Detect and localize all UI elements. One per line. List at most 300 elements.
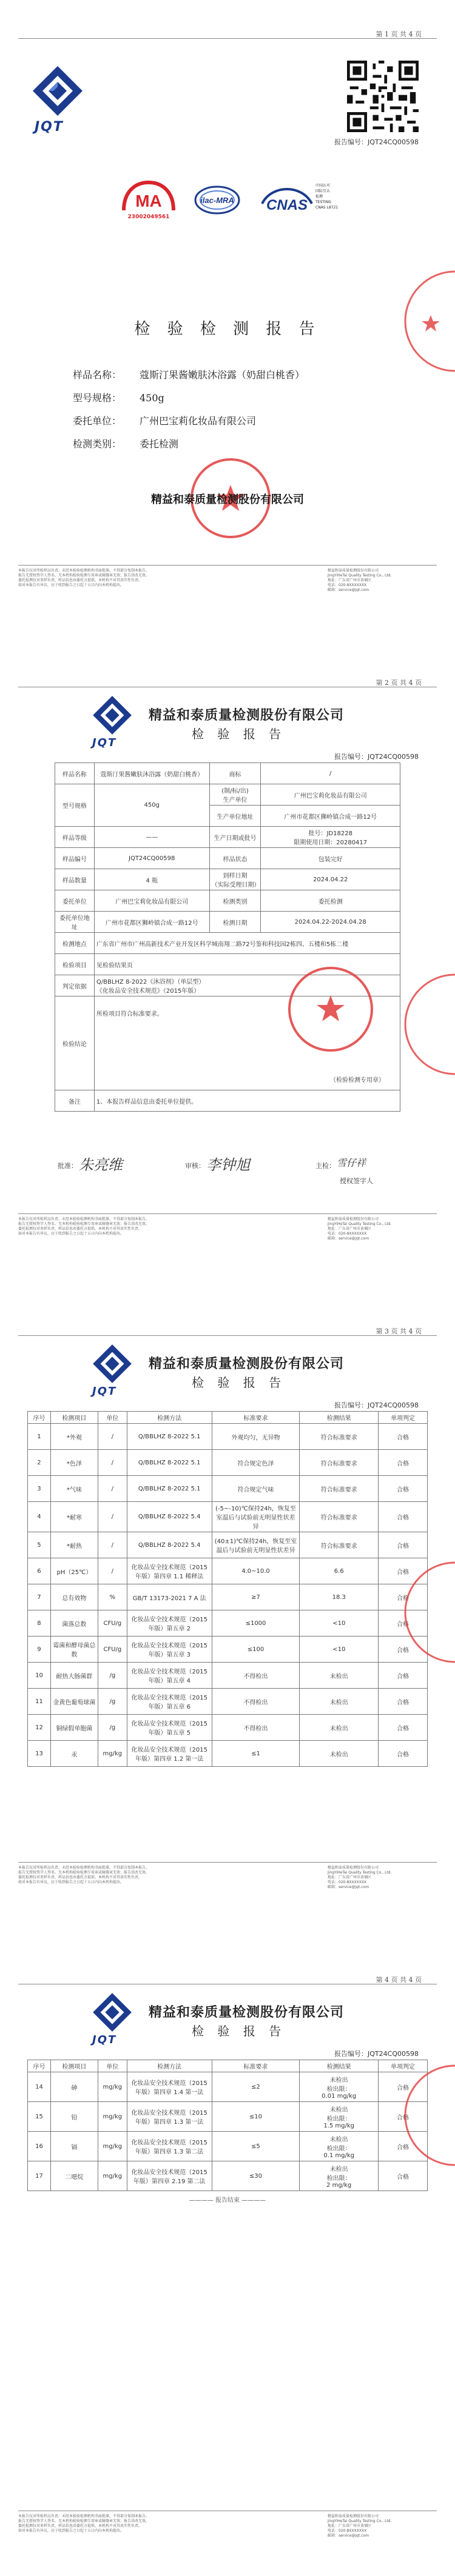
table-cell: *色泽 <box>50 1450 98 1476</box>
table-cell: ≤1000 <box>212 1610 300 1637</box>
table-cell: ≤5 <box>212 2132 300 2161</box>
report-page-1 <box>0 0 455 630</box>
table-cell: 化妆品安全技术规范（2015年版）第五章 2 <box>127 1610 212 1637</box>
info-row-model <box>73 387 305 410</box>
jqt-logo-icon <box>85 1343 140 1385</box>
table-cell: Q/BBLHZ 8-2022 5.4 <box>127 1502 212 1532</box>
cell-label: 生产单位地址 <box>209 806 261 827</box>
table-cell: 合格 <box>379 1689 428 1715</box>
expiry-line: 限期使用日期：20280417 <box>294 839 368 846</box>
cma-letters: MA <box>135 192 162 210</box>
footer-note: 报告无授权签字人签名、无本机构检验检测专用章或骑缝章无效；报告涂改无效。 <box>18 1222 150 1226</box>
footer-note: 本报告仅对所检样品负责，未经本检验检测机构书面批准，不得部分复制本报告。 <box>18 1217 150 1221</box>
info-value: 广州巴宝莉化妆品有限公司 <box>140 415 257 427</box>
table-cell: 11 <box>28 1689 51 1715</box>
table-cell: *外观 <box>50 1424 98 1450</box>
cnas-mark <box>260 182 339 218</box>
page-number: 第 4 页 共 4 页 <box>376 1976 422 1984</box>
table-cell: 符合标准要求 <box>300 1532 379 1558</box>
table-row <box>28 2161 428 2191</box>
column-header: 单项判定 <box>379 2060 428 2072</box>
cell-value: 广州巴宝莉化妆品有限公司 <box>261 784 400 806</box>
table-cell: mg/kg <box>98 2102 127 2132</box>
info-label: 型号规格： <box>73 392 122 404</box>
cell-value: 广州巴宝莉化妆品有限公司 <box>94 890 209 912</box>
page-seal-icon <box>394 2055 455 2176</box>
table-cell: 符合标准要求 <box>300 1502 379 1532</box>
footer-contact-line: 精益和泰质量检测股份有限公司 <box>328 1866 379 1870</box>
page-title: 检 验 检 测 报 告 <box>134 320 321 338</box>
cover-info <box>73 364 305 456</box>
footer-contact-line: 电话：020-8XXXXXXX <box>328 583 367 587</box>
table-cell: 2 <box>28 1450 51 1476</box>
cell-label: 检验结论 <box>55 996 95 1090</box>
footer-note: 本报告仅对所检样品负责，未经本检验检测机构书面批准，不得部分复制本报告。 <box>18 2514 150 2518</box>
footer-contact-line: 邮箱：service@jqt.com <box>328 1885 369 1889</box>
footer-note: 如对本报告有异议，应于收到报告之日起十五日内向本机构提出。 <box>18 1232 124 1236</box>
page-number: 第 3 页 共 4 页 <box>376 1327 422 1335</box>
table-cell: 合格 <box>379 1558 428 1584</box>
jqt-logo-text: JQT <box>92 736 117 749</box>
cell-label: 型号规格 <box>55 784 95 827</box>
cell-value: 2024.04.22 <box>261 869 400 890</box>
cell-value: —— <box>94 827 209 848</box>
cell-label: 检验项目 <box>55 954 95 975</box>
date-label-line: 到样日期 <box>223 873 248 879</box>
cnas-caption-line: TESTING <box>315 200 331 204</box>
footer-contact-line: JingYiHeTai Quality Testing Co., Ltd. <box>328 1870 392 1875</box>
footer-note: 委托检测仅对来样负责，样品信息由委托方提供，本机构不对其真实性负责。 <box>18 2524 143 2528</box>
table-row <box>28 1476 428 1502</box>
cell-label: 样品数量 <box>55 869 95 890</box>
report-title: 检 验 报 告 <box>192 1375 286 1390</box>
cell-value: 广州市花都区狮岭镇合成一路12号 <box>94 912 209 933</box>
table-cell: 未检出 <box>300 1663 379 1689</box>
cell-label: 判定依据 <box>55 975 95 996</box>
table-cell: ≤30 <box>212 2161 300 2191</box>
table-cell: 化妆品安全技术规范（2015年版）第四章 1.1 稀释法 <box>127 1558 212 1584</box>
jqt-logo-icon <box>85 1991 140 2034</box>
table-cell: 未检出 检出限： 2 mg/kg <box>300 2161 379 2191</box>
footer-note: 如对本报告有异议，应于收到报告之日起十五日内向本机构提出。 <box>18 2529 124 2533</box>
cell-label: 样品编号 <box>55 848 95 869</box>
table-cell: 9 <box>28 1637 51 1663</box>
table-cell: 4.0~10.0 <box>212 1558 300 1584</box>
cell-value: 450g <box>94 784 209 827</box>
table-cell: Q/BBLHZ 8-2022 5.4 <box>127 1532 212 1558</box>
footer-contact-line: 邮箱：service@jqt.com <box>328 1236 369 1241</box>
table-cell: mg/kg <box>98 2132 127 2161</box>
table-cell: 符合标准要求 <box>300 1424 379 1450</box>
page-seal-icon <box>394 1552 455 1673</box>
column-header: 标准要求 <box>212 1412 300 1424</box>
table-cell: 合格 <box>379 1584 428 1610</box>
table-cell: 耐热大肠菌群 <box>50 1663 98 1689</box>
table-cell: 铅 <box>50 2102 98 2132</box>
batch-line: 批号：JD18228 <box>308 830 352 837</box>
inspection-seal-icon <box>285 964 376 1055</box>
jqt-logo <box>85 1991 140 2046</box>
cell-value: 广东省广州市广州高新技术产业开发区科学城南翔二路72号鉴和科技园2栋四、五楼和5栋二楼 <box>94 933 400 954</box>
company-name: 精益和泰质量检测股份有限公司 <box>149 707 345 723</box>
table-row <box>55 827 400 848</box>
column-header: 检测结果 <box>300 2060 379 2072</box>
table-cell: 化妆品安全技术规范（2015年版）第五章 4 <box>127 1663 212 1689</box>
jqt-logo-icon <box>85 694 140 736</box>
footer-contact <box>328 2514 437 2538</box>
table-cell: 1 <box>28 1424 51 1450</box>
page-number: 第 2 页 共 4 页 <box>376 679 422 687</box>
table-cell: 未检出 <box>300 1741 379 1767</box>
cell-value: 4 瓶 <box>94 869 209 890</box>
main-tester-signature: 雪仔祥 <box>337 1157 366 1169</box>
cell-label: 检测日期 <box>209 912 261 933</box>
table-cell: 15 <box>28 2102 51 2132</box>
basis-line: 《化妆品安全技术规范》（2015年版） <box>96 988 200 995</box>
table-cell: 未检出 <box>300 1689 379 1715</box>
footer-note: 如对本报告有异议，应于收到报告之日起十五日内向本机构提出。 <box>18 1880 124 1884</box>
table-cell: 12 <box>28 1715 51 1741</box>
table-cell: GB/T 13173-2021 7 A 法 <box>127 1584 212 1610</box>
jqt-logo-text: JQT <box>92 1385 117 1398</box>
report-number: 报告编号：JQT24CQ00598 <box>334 1401 419 1409</box>
table-cell: /g <box>98 1689 127 1715</box>
table-cell: 化妆品安全技术规范（2015年版）第四章 2.19 第二法 <box>127 2161 212 2191</box>
cell-value <box>261 827 400 848</box>
table-cell: 合格 <box>379 1663 428 1689</box>
table-row <box>55 890 400 912</box>
table-cell: /g <box>98 1663 127 1689</box>
table-cell: 化妆品安全技术规范（2015年版）第四章 1.3 第二法 <box>127 2132 212 2161</box>
table-cell: / <box>98 1450 127 1476</box>
table-row <box>28 1584 428 1610</box>
report-title: 检 验 报 告 <box>192 727 286 741</box>
cell-value: 委托检测 <box>261 890 400 912</box>
info-value: 委托检测 <box>140 438 179 450</box>
cell-label: 备注 <box>55 1090 95 1112</box>
cma-number: 23002049561 <box>127 214 170 220</box>
column-header: 序号 <box>28 2060 51 2072</box>
table-cell: ≤1 <box>212 1741 300 1767</box>
table-cell: 16 <box>28 2132 51 2161</box>
table-cell: 合格 <box>379 1424 428 1450</box>
table-row <box>28 1715 428 1741</box>
table-row <box>28 2102 428 2132</box>
table-cell: 13 <box>28 1741 51 1767</box>
cell-value: JQT24CQ00598 <box>94 848 209 869</box>
table-row <box>55 784 400 806</box>
report-number: 报告编号：JQT24CQ00598 <box>334 2050 419 2058</box>
table-row <box>55 1090 400 1112</box>
table-cell: 化妆品安全技术规范（2015年版）第四章 1.3 第一法 <box>127 2102 212 2132</box>
table-cell: *耐热 <box>50 1532 98 1558</box>
footer-contact-line: 电话：020-8XXXXXXX <box>328 1880 367 1884</box>
results-table-1 <box>27 1411 428 1767</box>
footer-contact-line: 地址：广东省广州市黄埔区 <box>328 2524 372 2528</box>
ilac-logo-icon <box>193 182 241 218</box>
table-cell: ≤100 <box>212 1637 300 1663</box>
info-label: 样品名称： <box>73 369 122 381</box>
table-cell: 化妆品安全技术规范（2015年版）第五章 6 <box>127 1689 212 1715</box>
table-cell: 外观均匀，无异物 <box>212 1424 300 1450</box>
cell-value: 包装完好 <box>261 848 400 869</box>
cnas-caption-line: 国际互认 <box>315 189 331 193</box>
cell-value: 广州市花都区狮岭镇合成一路12号 <box>261 806 400 827</box>
table-cell: 化妆品安全技术规范（2015年版）第四章 1.2 第一法 <box>127 1741 212 1767</box>
table-cell: / <box>98 1558 127 1584</box>
cell-label: 委托单位地址 <box>55 912 95 933</box>
table-cell: ≥7 <box>212 1584 300 1610</box>
cnas-letters: CNAS <box>266 197 308 213</box>
table-cell: 汞 <box>50 1741 98 1767</box>
report-number: 报告编号：JQT24CQ00598 <box>334 138 419 146</box>
info-label: 检测类别： <box>73 438 122 450</box>
footer-contact-line: 精益和泰质量检测股份有限公司 <box>328 1217 379 1221</box>
footer-note: 报告无授权签字人签名、无本机构检验检测专用章或骑缝章无效；报告涂改无效。 <box>18 2519 150 2523</box>
footer-contact <box>328 1217 437 1241</box>
table-row <box>28 1532 428 1558</box>
footer-note: 报告无授权签字人签名、无本机构检验检测专用章或骑缝章无效；报告涂改无效。 <box>18 573 150 578</box>
table-cell: 不得检出 <box>212 1689 300 1715</box>
table-cell: 合格 <box>379 1450 428 1476</box>
jqt-logo-text: JQT <box>92 2034 117 2046</box>
table-cell: 4 <box>28 1502 51 1532</box>
company-name: 精益和泰质量检测股份有限公司 <box>149 2004 345 2020</box>
table-cell: *气味 <box>50 1476 98 1502</box>
table-cell: mg/kg <box>98 2072 127 2102</box>
table-cell: 不得检出 <box>212 1715 300 1741</box>
table-row <box>55 933 400 954</box>
table-cell: 霉菌和酵母菌总数 <box>50 1637 98 1663</box>
cnas-caption-line: CNAS L8721 <box>315 205 339 210</box>
table-cell: 14 <box>28 2072 51 2102</box>
table-cell: / <box>98 1476 127 1502</box>
footer-divider <box>18 565 437 566</box>
footer-contact-line: JingYiHeTai Quality Testing Co., Ltd. <box>328 573 392 578</box>
footer-contact-line: 地址：广东省广州市黄埔区 <box>328 1875 372 1880</box>
table-cell: 7 <box>28 1584 51 1610</box>
column-header: 检测结果 <box>300 1412 379 1424</box>
ilac-text: ilac-MRA <box>200 196 234 205</box>
cell-label: 样品名称 <box>55 763 95 784</box>
footer-divider <box>18 1213 437 1214</box>
table-cell: 6 <box>28 1558 51 1584</box>
table-cell: 合格 <box>379 1741 428 1767</box>
column-header: 标准要求 <box>212 2060 300 2072</box>
info-row-sample <box>73 364 305 387</box>
page-seal-icon <box>394 261 455 382</box>
table-row <box>28 1741 428 1767</box>
report-title: 检 验 报 告 <box>192 2024 286 2038</box>
cell-value: 蔻斯汀果酱嫩肤沐浴露（奶甜白桃香） <box>94 763 209 784</box>
jqt-logo <box>24 64 91 135</box>
jqt-logo <box>85 694 140 749</box>
cell-label: 检测类别 <box>209 890 261 912</box>
issuer-name: 精益和泰质量检测股份有限公司 <box>151 493 304 506</box>
table-header-row <box>28 1412 428 1424</box>
cell-value: / <box>261 763 400 784</box>
footer-note: 委托检测仅对来样负责，样品信息由委托方提供，本机构不对其真实性负责。 <box>18 1227 143 1231</box>
page-seal-icon <box>394 964 455 1085</box>
qr-code-icon <box>347 61 419 132</box>
cnas-logo-icon <box>260 182 314 216</box>
footer-contact-line: JingYiHeTai Quality Testing Co., Ltd. <box>328 2519 392 2523</box>
footer-note: 本报告仅对所检样品负责，未经本检验检测机构书面批准，不得部分复制本报告。 <box>18 569 150 573</box>
table-cell: CFU/g <box>98 1637 127 1663</box>
footer-contact-line: 地址：广东省广州市黄埔区 <box>328 1227 372 1231</box>
table-cell: 未检出 检出限： 0.1 mg/kg <box>300 2132 379 2161</box>
table-row <box>55 763 400 784</box>
info-label: 委托单位： <box>73 415 122 427</box>
table-cell: 化妆品安全技术规范（2015年版）第五章 3 <box>127 1637 212 1663</box>
approver-signature: 朱亮维 <box>79 1156 123 1173</box>
table-row <box>55 869 400 890</box>
date-label-line: （实际受理日期） <box>211 882 260 889</box>
cell-label: (制/标/出) 生产单位 <box>209 784 261 806</box>
table-row <box>28 2132 428 2161</box>
footer-contact-line: 电话：020-8XXXXXXX <box>328 2529 367 2533</box>
table-cell: 未检出 检出限： 1.5 mg/kg <box>300 2102 379 2132</box>
table-cell: 铜绿假单胞菌 <box>50 1715 98 1741</box>
table-cell: 菌落总数 <box>50 1610 98 1637</box>
basis-line: Q/BBLHZ 8-2022《沐浴剂》（单层型） <box>96 979 205 986</box>
cnas-caption <box>315 183 338 210</box>
table-cell: / <box>98 1532 127 1558</box>
conclusion-text: 所检项目符合标准要求。 <box>96 1011 163 1018</box>
report-page-2 <box>0 649 455 1279</box>
table-cell: 5 <box>28 1532 51 1558</box>
table-cell: 3 <box>28 1476 51 1502</box>
table-cell: Q/BBLHZ 8-2022 5.1 <box>127 1450 212 1476</box>
column-header: 单项判定 <box>379 1412 428 1424</box>
table-cell: 合格 <box>379 1610 428 1637</box>
table-cell: 合格 <box>379 1637 428 1663</box>
table-cell: 砷 <box>50 2072 98 2102</box>
cnas-caption-line: 检测 <box>315 195 323 199</box>
company-name: 精益和泰质量检测股份有限公司 <box>149 1356 345 1372</box>
table-cell: 镉 <box>50 2132 98 2161</box>
ilac-mark <box>193 182 241 218</box>
jqt-logo-icon <box>24 64 91 118</box>
footer-note: 本报告仅对所检样品负责，未经本检验检测机构书面批准，不得部分复制本报告。 <box>18 1866 150 1870</box>
info-value: 450g <box>140 392 164 404</box>
table-row <box>28 1637 428 1663</box>
footer-contact-line: 精益和泰质量检测股份有限公司 <box>328 569 379 573</box>
table-row <box>55 848 400 869</box>
table-cell: 符合规定色泽 <box>212 1450 300 1476</box>
table-header-row <box>28 2060 428 2072</box>
footer-note: 报告无授权签字人签名、无本机构检验检测专用章或骑缝章无效；报告涂改无效。 <box>18 1870 150 1875</box>
table-cell: (40±1)℃保持24h，恢复至室温后与试验前无明显性状差异 <box>212 1532 300 1558</box>
report-page-4 <box>0 1946 455 2576</box>
table-cell: 8 <box>28 1610 51 1637</box>
info-row-type <box>73 433 305 456</box>
table-row <box>55 912 400 933</box>
report-number: 报告编号：JQT24CQ00598 <box>334 753 419 761</box>
table-row <box>28 1558 428 1584</box>
table-row <box>28 1689 428 1715</box>
column-header: 单位 <box>98 1412 127 1424</box>
table-cell: Q/BBLHZ 8-2022 5.1 <box>127 1424 212 1450</box>
table-cell: 合格 <box>379 1532 428 1558</box>
table-row <box>28 1663 428 1689</box>
cell-value: 2024.04.22-2024.04.28 <box>261 912 400 933</box>
column-header: 检测项目 <box>50 2060 98 2072</box>
footer-note: 委托检测仅对来样负责，样品信息由委托方提供，本机构不对其真实性负责。 <box>18 1875 143 1880</box>
table-cell: / <box>98 1424 127 1450</box>
cnas-caption-line: 中国认可 <box>315 184 331 188</box>
jqt-logo-text: JQT <box>35 119 64 135</box>
cma-mark <box>121 179 176 227</box>
table-cell: 合格 <box>379 1502 428 1532</box>
footer-contact-line: 邮箱：service@jqt.com <box>328 588 369 592</box>
results-table-2 <box>27 2060 428 2191</box>
table-row <box>28 1610 428 1637</box>
seal-note: （检验检测专用章） <box>330 1077 385 1084</box>
column-header: 单位 <box>98 2060 127 2072</box>
cell-label: 检测地点 <box>55 933 95 954</box>
cell-label: 生产日期或批号 <box>209 827 261 848</box>
footer-divider <box>18 1862 437 1863</box>
cell-label: 委托单位 <box>55 890 95 912</box>
table-cell: mg/kg <box>98 2161 127 2191</box>
main-tester-label: 主检： <box>315 1162 335 1170</box>
reviewer-signature: 李钟旭 <box>206 1156 250 1173</box>
table-row <box>28 2072 428 2102</box>
approver-label: 批准： <box>58 1162 78 1170</box>
table-cell: /g <box>98 1715 127 1741</box>
table-cell: 符合标准要求 <box>300 1476 379 1502</box>
cell-label: 样品状态 <box>209 848 261 869</box>
table-cell: 不得检出 <box>212 1663 300 1689</box>
table-cell: 二噁烷 <box>50 2161 98 2191</box>
column-header: 检测方法 <box>127 2060 212 2072</box>
table-cell: 总有效物 <box>50 1584 98 1610</box>
table-cell: mg/kg <box>98 1741 127 1767</box>
footer-contact-line: 地址：广东省广州市黄埔区 <box>328 578 372 582</box>
table-cell: 化妆品安全技术规范（2015年版）第四章 1.4 第一法 <box>127 2072 212 2102</box>
footer-note: 委托检测仅对来样负责，样品信息由委托方提供，本机构不对其真实性负责。 <box>18 578 143 582</box>
table-cell: <10 <box>300 1610 379 1637</box>
footer-contact <box>328 1866 437 1890</box>
footer-note: 如对本报告有异议，应于收到报告之日起十五日内向本机构提出。 <box>18 583 124 587</box>
table-cell: 合格 <box>379 2072 428 2102</box>
table-cell: *耐寒 <box>50 1502 98 1532</box>
table-row <box>28 1502 428 1532</box>
report-end-marker: ———— 报告结束 ———— <box>189 2197 266 2204</box>
table-cell: (-5~-10)℃保持24h，恢复至室温后与试验前无明显性状差异 <box>212 1502 300 1532</box>
reviewer-label: 审核： <box>185 1162 205 1170</box>
info-value: 蔻斯汀果酱嫩肤沐浴露（奶甜白桃香） <box>140 369 305 381</box>
footer-notes <box>18 1217 309 1236</box>
footer-contact <box>328 569 437 593</box>
table-cell: 17 <box>28 2161 51 2191</box>
table-cell: 符合规定气味 <box>212 1476 300 1502</box>
info-row-client <box>73 410 305 433</box>
page-number: 第 1 页 共 4 页 <box>376 30 422 38</box>
header-divider <box>18 38 437 39</box>
footer-contact-line: 精益和泰质量检测股份有限公司 <box>328 2514 379 2518</box>
table-cell: 6.6 <box>300 1558 379 1584</box>
table-cell: 合格 <box>379 1715 428 1741</box>
table-cell: ≤10 <box>212 2102 300 2132</box>
footer-contact-line: JingYiHeTai Quality Testing Co., Ltd. <box>328 1222 392 1226</box>
table-cell: 合格 <box>379 1476 428 1502</box>
table-cell: 未检出 检出限： 0.01 mg/kg <box>300 2072 379 2102</box>
table-cell: Q/BBLHZ 8-2022 5.1 <box>127 1476 212 1502</box>
cell-value: 1、本报告样品信息由委托单位提供。 <box>94 1090 400 1112</box>
table-cell: 未检出 <box>300 1715 379 1741</box>
